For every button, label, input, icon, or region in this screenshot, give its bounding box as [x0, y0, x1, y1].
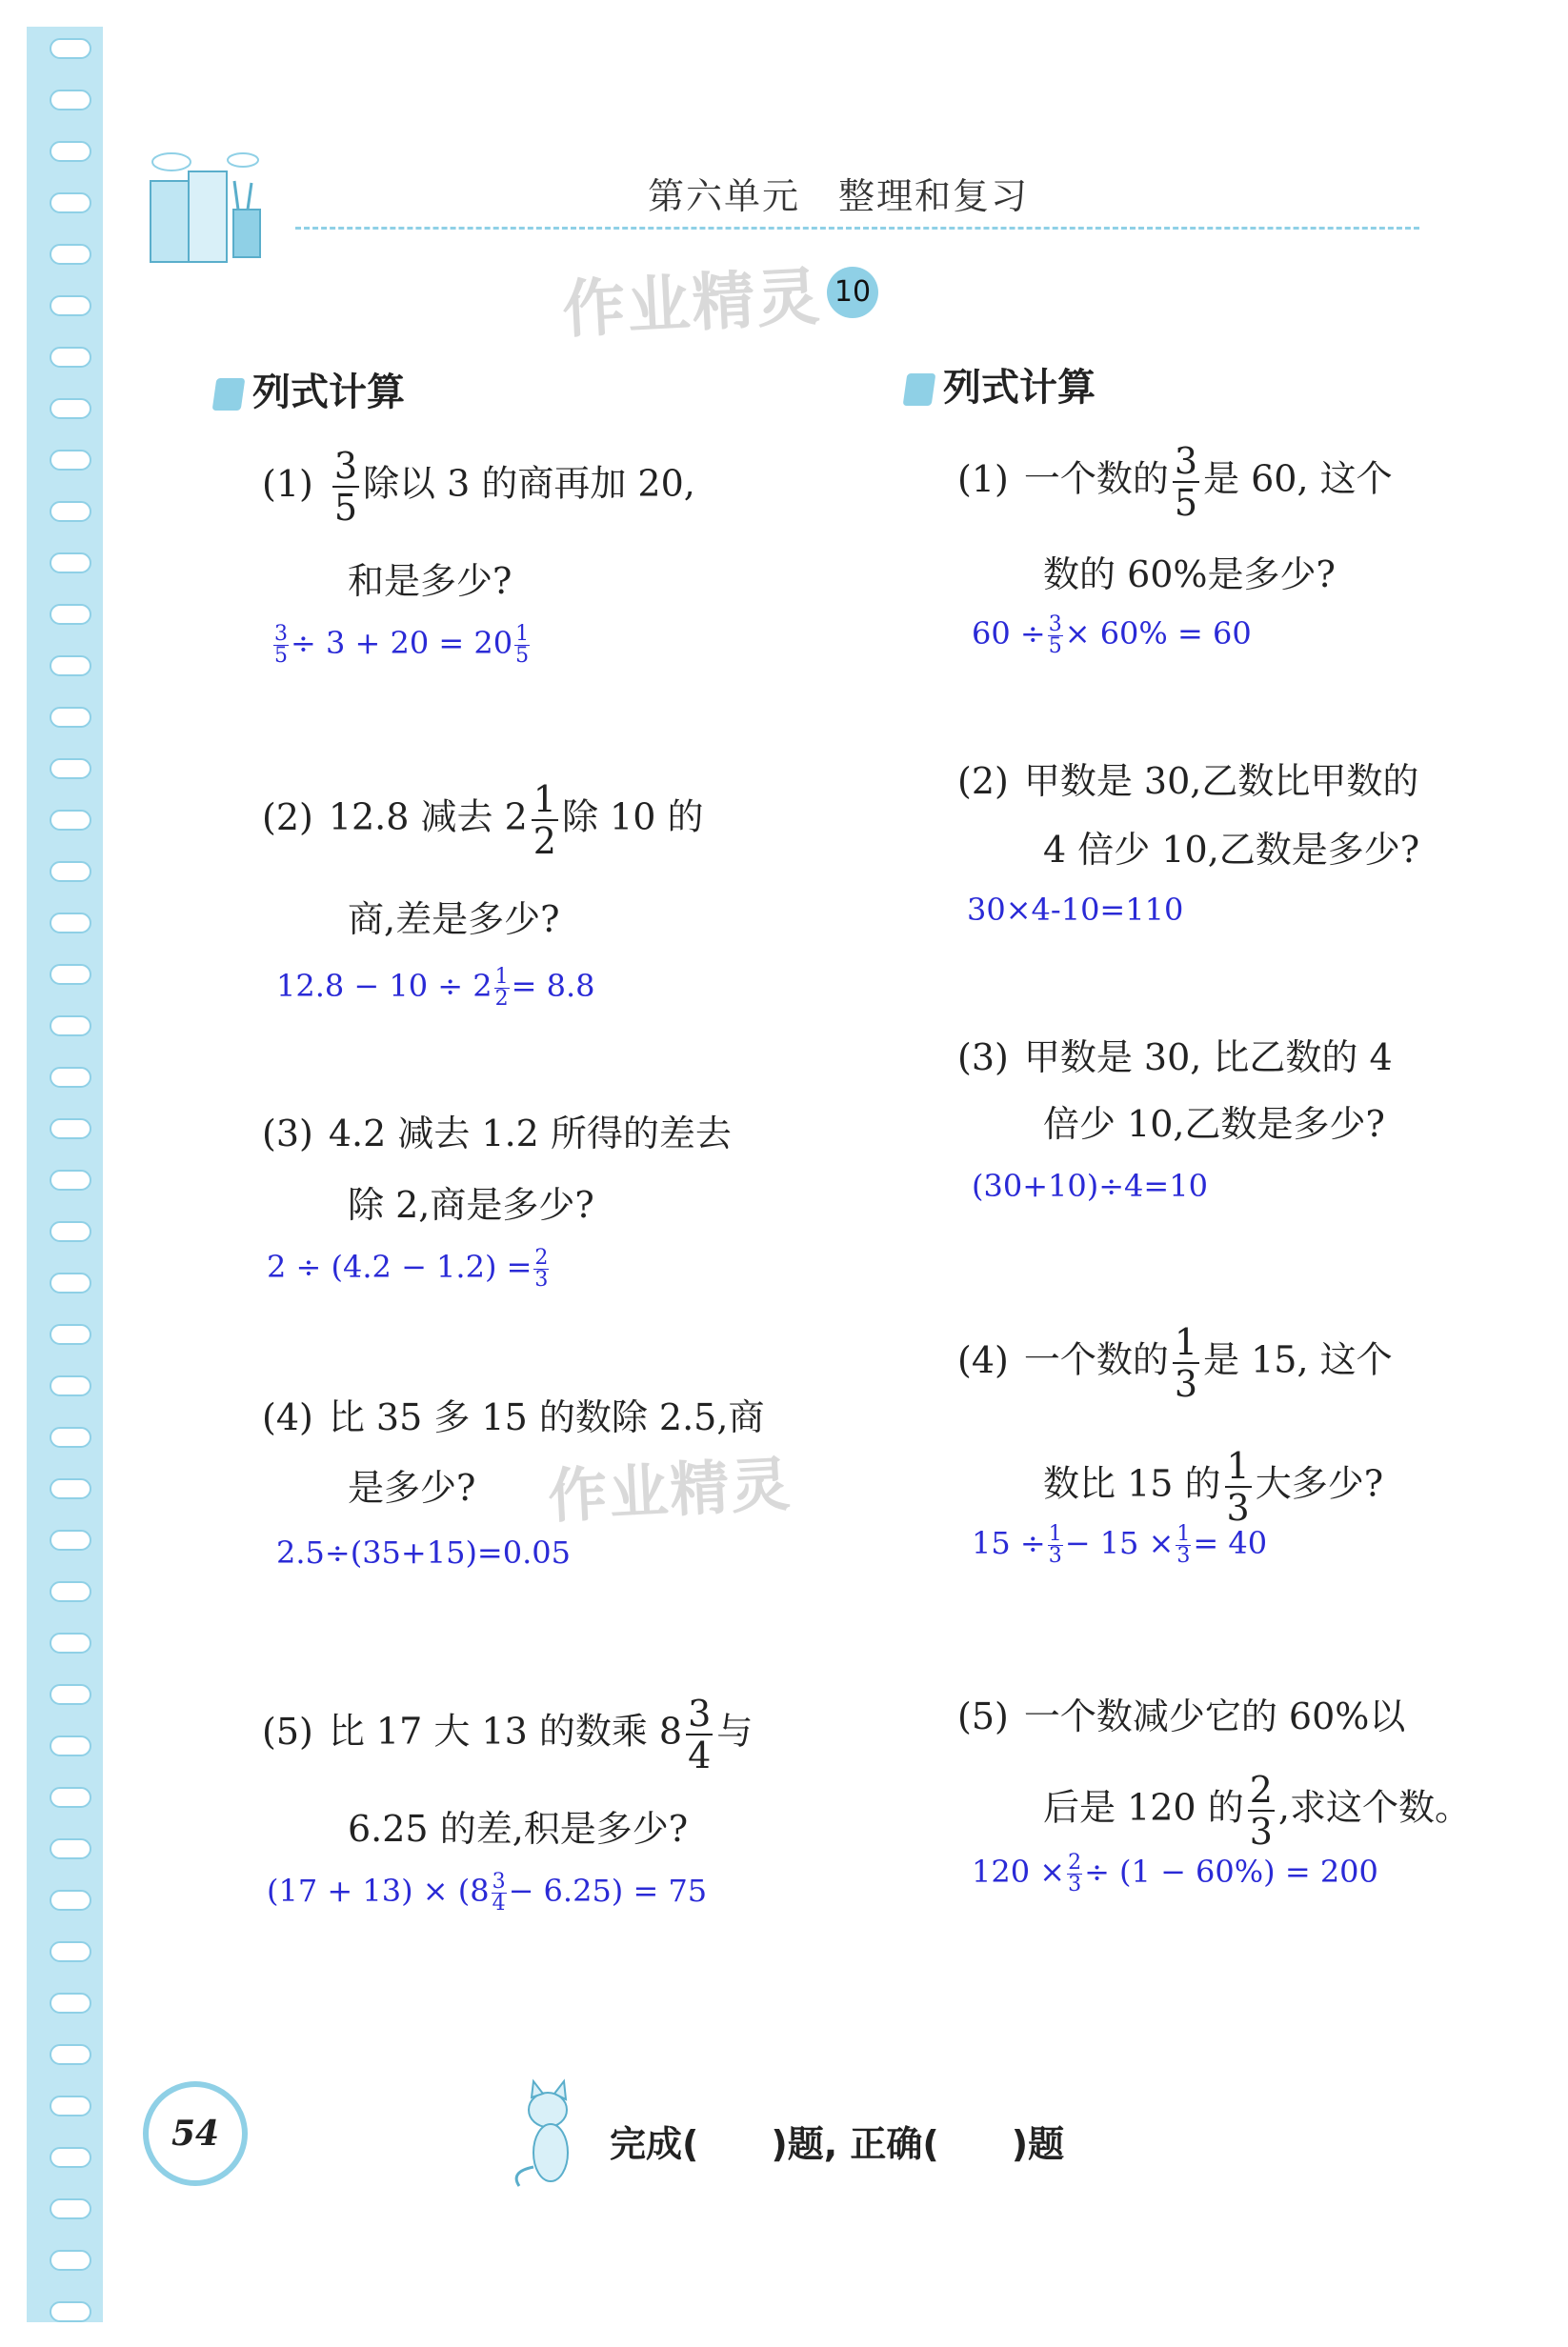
- binding-ring: [50, 295, 91, 316]
- binding-ring: [50, 2250, 91, 2271]
- binding-ring: [50, 2096, 91, 2116]
- left-question-4: (4) 比 35 多 15 的数除 2.5,商: [262, 1396, 765, 1438]
- binding-ring: [50, 244, 91, 265]
- left-answer-4: 2.5÷(35+15)=0.05: [276, 1535, 571, 1571]
- binding-ring: [50, 38, 91, 59]
- binding-ring: [50, 1273, 91, 1294]
- binding-ring: [50, 1787, 91, 1808]
- page-number: 54: [143, 2081, 248, 2186]
- left-question-2: (2) 12.8 减去 2 $\frac{1}{2}$ 除 10 的: [262, 778, 704, 862]
- right-question-1-line2: 数的 60%是多少?: [1043, 553, 1336, 595]
- binding-ring: [50, 913, 91, 933]
- left-question-1: (1) $\frac{3}{5}$ 除以 3 的商再加 20,: [262, 445, 695, 529]
- left-section-title: 列式计算: [214, 362, 405, 416]
- page-header: [143, 143, 1419, 257]
- right-answer-5: 120 × $\frac{2}{3}$ ÷ (1 − 60%) = 200: [972, 1851, 1378, 1896]
- binding-ring: [50, 552, 91, 573]
- right-question-3-line2: 倍少 10,乙数是多少?: [1043, 1103, 1385, 1145]
- unit-title: 第六单元 整理和复习: [648, 175, 1030, 217]
- right-question-5-line2: 后是 120 的 $\frac{2}{3}$ ,求这个数。: [1043, 1769, 1471, 1853]
- binding-ring: [50, 1890, 91, 1911]
- binding-ring: [50, 1221, 91, 1242]
- binding-ring: [50, 1633, 91, 1654]
- binding-ring: [50, 707, 91, 728]
- binding-ring: [50, 758, 91, 779]
- right-question-2: (2) 甲数是 30,乙数比甲数的: [957, 760, 1419, 802]
- binding-ring: [50, 1530, 91, 1551]
- binding-ring: [50, 1375, 91, 1396]
- page-badge: 10: [827, 267, 878, 318]
- watermark: 作业精灵: [546, 1449, 794, 1532]
- binding-ring: [50, 398, 91, 419]
- completion-tally: 完成( )题, 正确( )题: [610, 2123, 1065, 2165]
- fraction: $\frac{3}{5}$: [333, 445, 358, 529]
- right-question-4-line2: 数比 15 的 $\frac{1}{3}$ 大多少?: [1043, 1445, 1384, 1529]
- binding-ring: [50, 861, 91, 882]
- binding-ring: [50, 501, 91, 522]
- binding-ring: [50, 1118, 91, 1139]
- right-section-title: 列式计算: [905, 357, 1096, 411]
- binding-ring: [50, 1015, 91, 1036]
- binding-ring: [50, 1838, 91, 1859]
- header-divider: [295, 227, 1419, 230]
- binding-ring: [50, 604, 91, 625]
- right-question-2-line2: 4 倍少 10,乙数是多少?: [1043, 829, 1420, 871]
- right-answer-4: 15 ÷ $\frac{1}{3}$ − 15 × $\frac{1}{3}$ = 40: [972, 1522, 1268, 1568]
- right-answer-1: 60 ÷ $\frac{3}{5}$ × 60% = 60: [972, 612, 1252, 658]
- left-question-3: (3) 4.2 减去 1.2 所得的差去: [262, 1113, 732, 1154]
- binding-ring: [50, 964, 91, 985]
- left-question-1-line2: 和是多少?: [348, 560, 513, 602]
- binding-ring: [50, 1170, 91, 1191]
- binding-ring: [50, 450, 91, 471]
- pencil-book-icon: [212, 378, 246, 411]
- binding-ring: [50, 2301, 91, 2322]
- left-question-5-line2: 6.25 的差,积是多少?: [348, 1808, 689, 1850]
- binding-ring: [50, 1427, 91, 1448]
- binding-ring: [50, 1067, 91, 1088]
- binding-ring: [50, 1993, 91, 2014]
- binding-ring: [50, 1684, 91, 1705]
- binding-ring: [50, 655, 91, 676]
- right-question-3: (3) 甲数是 30, 比乙数的 4: [957, 1036, 1393, 1078]
- right-question-1: (1) 一个数的 $\frac{3}{5}$ 是 60, 这个: [957, 440, 1393, 524]
- binding-ring: [50, 141, 91, 162]
- right-question-5: (5) 一个数减少它的 60%以: [957, 1695, 1406, 1737]
- left-answer-2: 12.8 − 10 ÷ 2 $\frac{1}{2}$ = 8.8: [276, 965, 595, 1011]
- left-answer-3: 2 ÷ (4.2 − 1.2) = $\frac{2}{3}$: [267, 1246, 549, 1292]
- binding-ring: [50, 2044, 91, 2065]
- binding-ring: [50, 810, 91, 831]
- left-question-2-line2: 商,差是多少?: [348, 898, 560, 940]
- binding-ring: [50, 2198, 91, 2219]
- left-question-4-line2: 是多少?: [348, 1467, 476, 1509]
- watermark: 作业精灵: [560, 259, 824, 348]
- pencil-book-icon: [903, 373, 936, 406]
- binding-ring: [50, 192, 91, 213]
- binding-ring: [50, 90, 91, 110]
- left-answer-1: $\frac{3}{5}$ ÷ 3 + 20 = 20 $\frac{1}{5}$: [274, 622, 530, 668]
- left-answer-5: (17 + 13) × (8 $\frac{3}{4}$ − 6.25) = 75: [267, 1870, 708, 1916]
- binding-ring: [50, 1735, 91, 1756]
- left-question-3-line2: 除 2,商是多少?: [348, 1184, 594, 1226]
- binding-ring: [50, 1478, 91, 1499]
- binding-ring: [50, 1324, 91, 1345]
- right-answer-2: 30×4-10=110: [967, 892, 1184, 928]
- binding-ring: [50, 1581, 91, 1602]
- left-question-5: (5) 比 17 大 13 的数乘 8 $\frac{3}{4}$ 与: [262, 1693, 754, 1776]
- binding-ring: [50, 347, 91, 368]
- right-question-4: (4) 一个数的 $\frac{1}{3}$ 是 15, 这个: [957, 1321, 1393, 1405]
- binding-ring: [50, 2147, 91, 2168]
- binding-ring: [50, 1941, 91, 1962]
- cat-icon: [505, 2076, 581, 2191]
- books-decoration-icon: [143, 143, 276, 276]
- right-answer-3: (30+10)÷4=10: [972, 1168, 1208, 1204]
